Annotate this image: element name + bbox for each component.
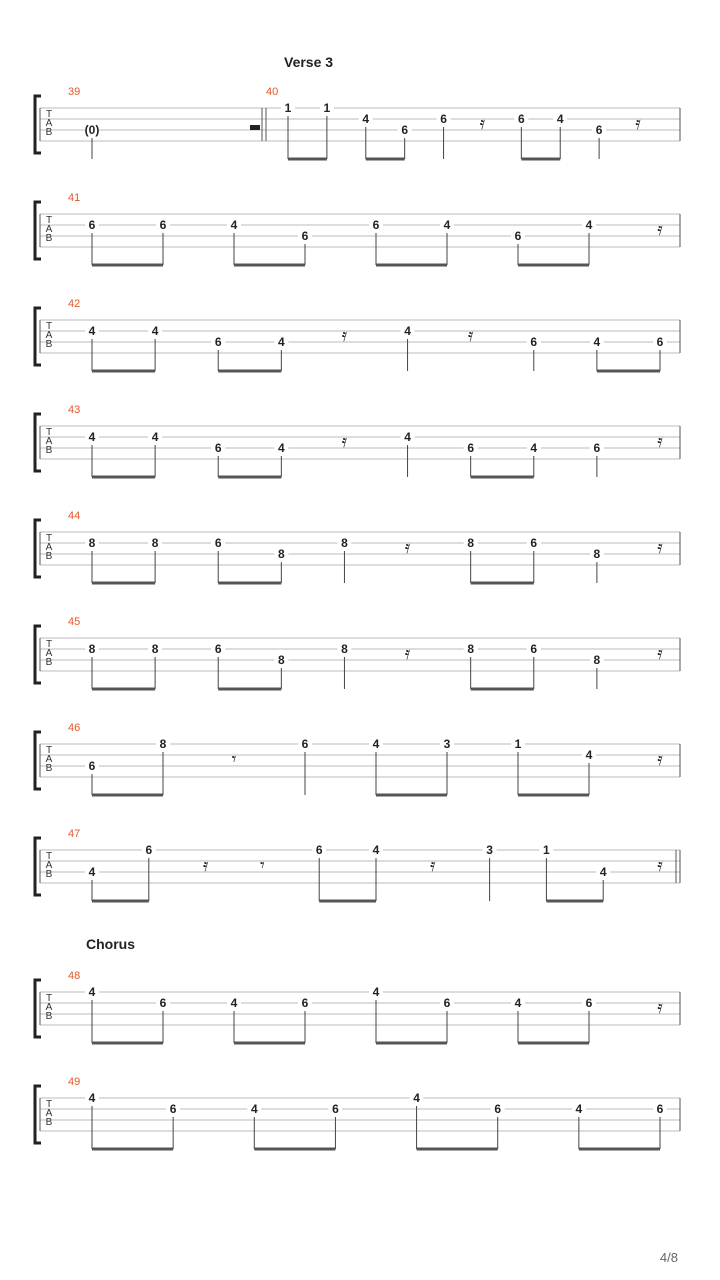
sixteenth-rest: 𝄿 [341, 325, 348, 346]
fret-number: 8 [467, 642, 475, 656]
fret-number: 6 [440, 112, 447, 126]
fret-number: 4 [88, 985, 96, 999]
fret-number: 4 [230, 218, 238, 232]
half-rest [250, 125, 260, 130]
fret-number: 4 [230, 996, 238, 1010]
fret-number: 4 [88, 865, 96, 879]
tab-clef-letter: T [45, 321, 53, 332]
section-title-chorus: Chorus [86, 936, 135, 952]
fret-number: 8 [467, 536, 475, 550]
tab-clef-letter: B [45, 1117, 53, 1128]
eighth-rest: 𝄾 [231, 749, 237, 770]
sixteenth-rest: 𝄿 [404, 643, 411, 664]
fret-number: 4 [151, 430, 159, 444]
fret-number: 8 [88, 536, 96, 550]
fret-number: 4 [413, 1091, 420, 1105]
fret-number: 4 [88, 430, 96, 444]
fret-number: 4 [277, 441, 285, 455]
fret-number: 1 [514, 737, 522, 751]
fret-number: 6 [530, 536, 538, 550]
measure-number: 45 [68, 616, 81, 628]
fret-number: 6 [467, 441, 475, 455]
fret-number: 4 [585, 218, 593, 232]
fret-number: 8 [593, 547, 601, 561]
fret-number: 6 [315, 843, 323, 857]
sixteenth-rest: 𝄿 [657, 219, 663, 240]
sixteenth-rest: 𝄿 [657, 855, 663, 876]
fret-number: 4 [404, 430, 411, 444]
tab-clef-letter: B [45, 233, 53, 244]
fret-number: 6 [494, 1102, 502, 1116]
fret-number: 6 [88, 218, 96, 232]
tab-clef-letter: B [45, 551, 53, 562]
fret-number: 3 [443, 737, 451, 751]
fret-number: 4 [575, 1102, 583, 1116]
tab-clef-letter: B [45, 127, 53, 138]
tab-clef-letter: B [45, 657, 53, 668]
tab-clef-letter: A [45, 542, 53, 553]
measure-number: 42 [68, 298, 81, 310]
fret-number: 8 [277, 653, 285, 667]
fret-number: 1 [323, 101, 331, 115]
tab-clef-letter: A [45, 330, 53, 341]
tab-clef-letter: T [45, 215, 53, 226]
sixteenth-rest: 𝄿 [657, 997, 663, 1018]
sixteenth-rest: 𝄿 [430, 855, 436, 876]
measure-number: 40 [266, 86, 279, 98]
fret-number: 8 [151, 536, 159, 550]
fret-number: 6 [214, 642, 222, 656]
tab-clef-letter: A [45, 860, 53, 871]
eighth-rest: 𝄾 [260, 855, 265, 876]
tab-clef-letter: A [45, 754, 53, 765]
measure-number: 47 [68, 828, 81, 840]
tab-clef-letter: T [45, 745, 53, 756]
tab-clef-letter: A [45, 224, 53, 235]
fret-number: 6 [514, 229, 522, 243]
page-number: 4/8 [659, 1250, 678, 1265]
tab-clef-letter: B [45, 869, 53, 880]
fret-number: 6 [332, 1102, 339, 1116]
tab-clef-letter: T [45, 1099, 53, 1110]
tab-clef-letter: A [45, 436, 53, 447]
tab-clef-letter: A [45, 118, 53, 129]
sixteenth-rest: 𝄿 [341, 431, 348, 452]
fret-number: 8 [341, 536, 348, 550]
fret-number: 4 [88, 324, 96, 338]
fret-number: 6 [301, 229, 309, 243]
fret-number: 4 [593, 335, 601, 349]
measure-number: 49 [68, 1076, 81, 1088]
fret-number: 6 [159, 218, 167, 232]
sixteenth-rest: 𝄿 [657, 537, 663, 558]
fret-number: 8 [88, 642, 96, 656]
measure-number: 39 [68, 86, 81, 98]
fret-number: 3 [486, 843, 493, 857]
fret-number: 8 [341, 642, 348, 656]
tab-clef-letter: T [45, 109, 53, 120]
fret-number: 4 [514, 996, 522, 1010]
fret-number: 4 [151, 324, 159, 338]
fret-number: 6 [656, 335, 664, 349]
fret-number: 4 [404, 324, 411, 338]
sixteenth-rest: 𝄿 [479, 113, 486, 134]
fret-number: 6 [88, 759, 96, 773]
tab-clef-letter: B [45, 445, 53, 456]
tab-clef-letter: T [45, 533, 53, 544]
fret-number: 4 [372, 843, 380, 857]
sixteenth-rest: 𝄿 [404, 537, 411, 558]
fret-number: 6 [443, 996, 451, 1010]
tab-clef-letter: B [45, 763, 53, 774]
tab-clef-letter: A [45, 1108, 53, 1119]
sixteenth-rest: 𝄿 [202, 855, 209, 876]
fret-number: 4 [88, 1091, 96, 1105]
fret-number: 6 [530, 642, 538, 656]
fret-number: 8 [593, 653, 601, 667]
tab-clef-letter: B [45, 1011, 53, 1022]
fret-number: 6 [214, 335, 222, 349]
fret-number: 6 [401, 123, 409, 137]
sixteenth-rest: 𝄿 [657, 431, 663, 452]
measure-number: 44 [68, 510, 81, 522]
fret-number: 4 [599, 865, 607, 879]
fret-number: 4 [372, 985, 380, 999]
tab-clef-letter: A [45, 1002, 53, 1013]
fret-number: 4 [362, 112, 370, 126]
tab-clef-letter: A [45, 648, 53, 659]
sixteenth-rest: 𝄿 [635, 113, 641, 134]
fret-number: 6 [214, 536, 222, 550]
measure-number: 46 [68, 722, 81, 734]
fret-number: 6 [530, 335, 538, 349]
fret-number: 4 [556, 112, 564, 126]
fret-number: 6 [169, 1102, 177, 1116]
fret-number: 6 [372, 218, 380, 232]
tab-clef-letter: B [45, 339, 53, 350]
measure-number: 43 [68, 404, 81, 416]
tab-clef-letter: T [45, 639, 53, 650]
sixteenth-rest: 𝄿 [657, 643, 663, 664]
fret-number: 6 [145, 843, 153, 857]
measure-number: 41 [68, 192, 81, 204]
fret-number: 6 [595, 123, 603, 137]
fret-number: 1 [543, 843, 550, 857]
fret-number: 4 [443, 218, 451, 232]
fret-number: 6 [517, 112, 525, 126]
fret-number: 6 [585, 996, 593, 1010]
fret-number: 4 [277, 335, 285, 349]
fret-number: 6 [593, 441, 601, 455]
fret-number: 8 [159, 737, 167, 751]
fret-number: 4 [372, 737, 380, 751]
fret-number: 8 [277, 547, 285, 561]
fret-number: 6 [301, 737, 309, 751]
sixteenth-rest: 𝄿 [657, 749, 663, 770]
fret-number: (0) [84, 123, 100, 137]
fret-number: 4 [530, 441, 538, 455]
measure-number: 48 [68, 970, 81, 982]
fret-number: 6 [159, 996, 167, 1010]
fret-number: 6 [301, 996, 309, 1010]
fret-number: 4 [250, 1102, 258, 1116]
sixteenth-rest: 𝄿 [467, 325, 474, 346]
tab-clef-letter: T [45, 427, 53, 438]
tab-clef-letter: T [45, 851, 53, 862]
fret-number: 8 [151, 642, 159, 656]
fret-number: 6 [656, 1102, 664, 1116]
section-title-verse: Verse 3 [284, 54, 334, 70]
fret-number: 4 [585, 748, 593, 762]
tab-clef-letter: T [45, 993, 53, 1004]
fret-number: 6 [214, 441, 222, 455]
fret-number: 1 [284, 101, 292, 115]
